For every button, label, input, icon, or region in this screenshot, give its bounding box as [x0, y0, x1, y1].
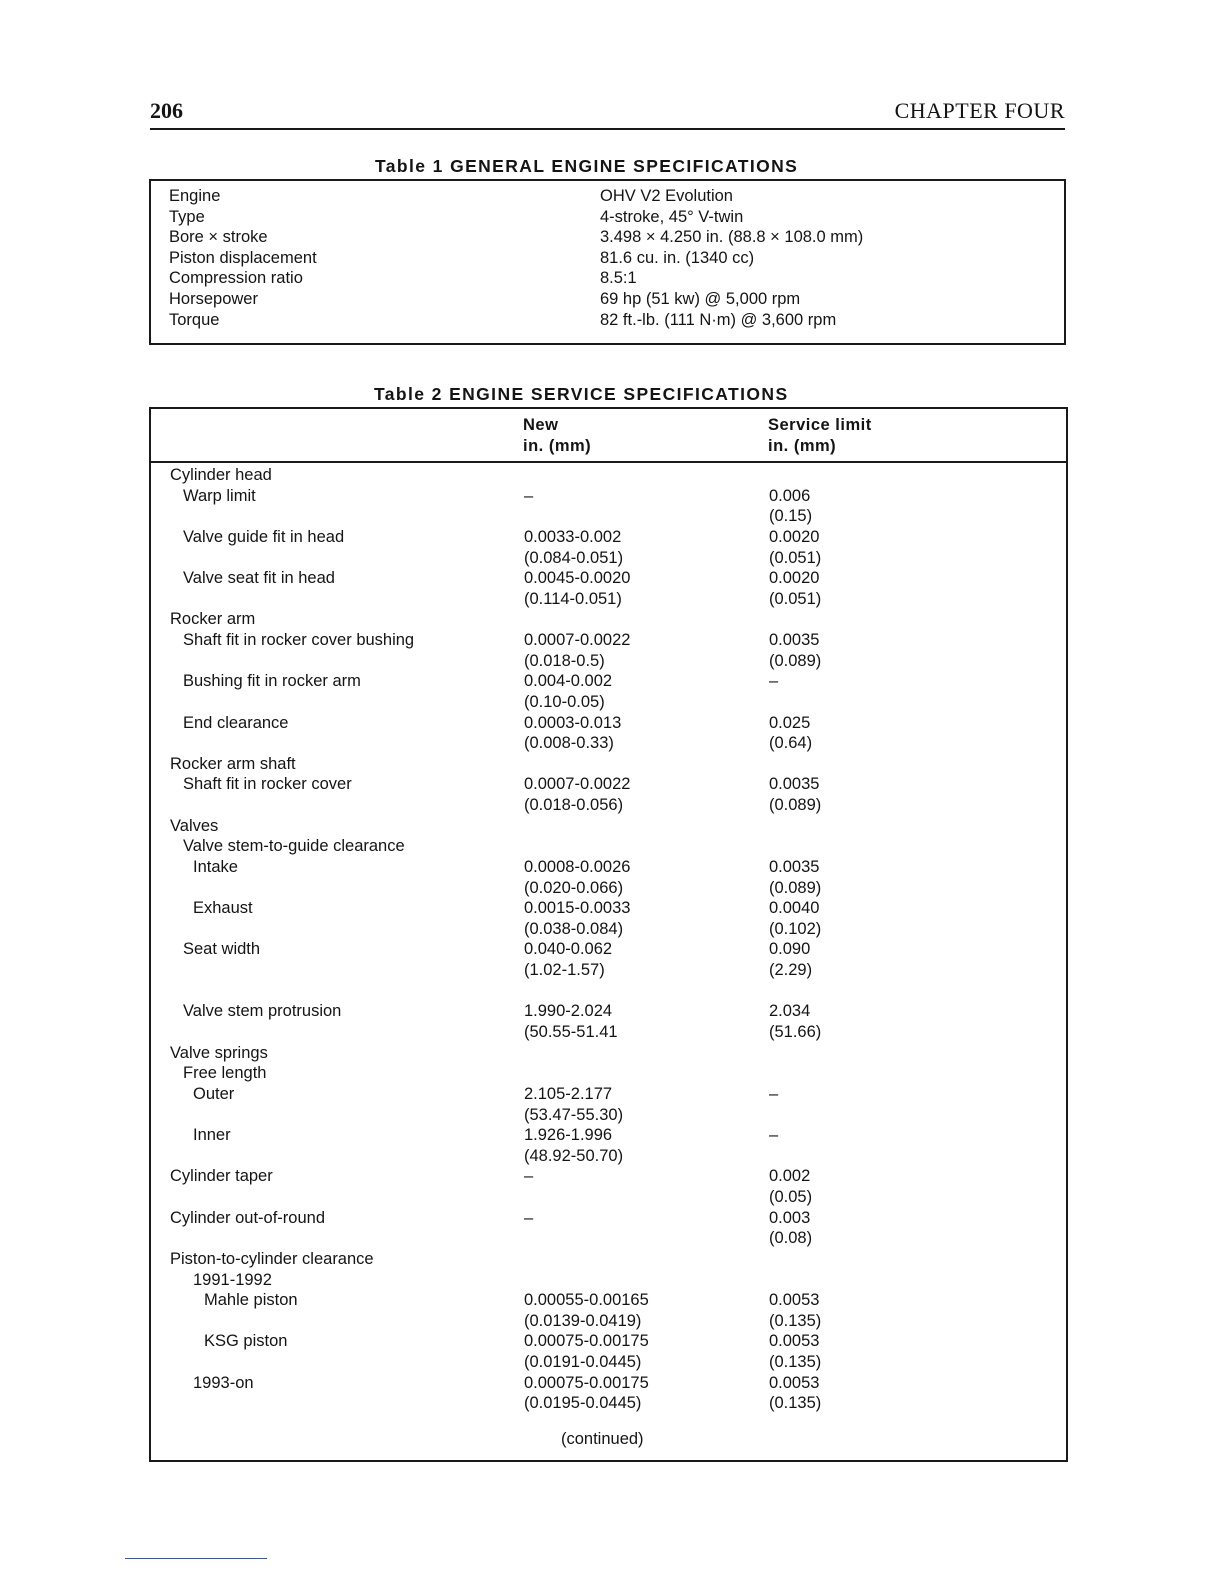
service-limit-value: 0.0040: [769, 899, 820, 918]
row-label: Intake: [193, 857, 238, 876]
spec-value: OHV V2 Evolution: [600, 187, 733, 205]
new-value: –: [524, 1167, 534, 1186]
row-label: Valve guide fit in head: [183, 527, 345, 546]
new-value: 2.105-2.177: [524, 1084, 613, 1103]
row-label: Valve stem-to-guide clearance: [183, 837, 405, 856]
row-label: Exhaust: [193, 899, 253, 918]
service-limit-value: (0.051): [769, 548, 822, 567]
service-limit-value: 0.025: [769, 713, 811, 732]
new-value: (0.0195-0.0445): [524, 1394, 642, 1413]
service-limit-value: –: [769, 1084, 779, 1103]
column-header-new: [523, 415, 591, 457]
row-label: KSG piston: [204, 1332, 288, 1351]
new-value: (0.018-0.5): [524, 651, 605, 670]
spec-label: Type: [169, 207, 205, 226]
column-header-limit-line1: Service limit: [768, 416, 872, 434]
row-label: Rocker arm shaft: [170, 754, 296, 773]
service-limit-value: (0.05): [769, 1188, 813, 1207]
footer-link-underline: [125, 1558, 267, 1559]
service-limit-value: –: [769, 1126, 779, 1145]
service-limit-value: (51.66): [769, 1023, 822, 1041]
new-value: (48.92-50.70): [524, 1146, 624, 1165]
new-value: –: [524, 1208, 534, 1227]
service-limit-value: 0.003: [769, 1208, 811, 1227]
new-value: 0.0033-0.002: [524, 527, 622, 546]
row-label: Inner: [193, 1126, 231, 1145]
service-limit-value: 0.002: [769, 1167, 811, 1186]
service-limit-value: 0.090: [769, 940, 811, 959]
service-limit-value: 0.0053: [769, 1291, 820, 1310]
service-limit-value: 0.0053: [769, 1373, 820, 1392]
row-label: Warp limit: [183, 486, 256, 505]
new-value: 1.926-1.996: [524, 1126, 613, 1145]
new-value: 0.00075-0.00175: [524, 1373, 649, 1392]
new-value: (0.0139-0.0419): [524, 1311, 642, 1330]
row-label: Valve springs: [170, 1043, 268, 1062]
new-value: (0.008-0.33): [524, 734, 614, 753]
service-limit-value: (0.051): [769, 589, 822, 608]
new-value: (0.10-0.05): [524, 692, 605, 711]
spec-value: 81.6 cu. in. (1340 cc): [600, 248, 755, 267]
new-value: 0.0008-0.0026: [524, 857, 631, 876]
new-value: 0.0045-0.0020: [524, 569, 631, 588]
service-limit-value: (0.64): [769, 734, 813, 753]
service-limit-value: (0.089): [769, 878, 822, 897]
spec-value: 3.498 × 4.250 in. (88.8 × 108.0 mm): [600, 228, 864, 247]
service-limit-value: 0.0020: [769, 527, 820, 546]
new-value: 0.0007-0.0022: [524, 631, 631, 650]
spec-value: 4-stroke, 45° V-twin: [600, 207, 744, 226]
service-limit-value: (0.135): [769, 1311, 822, 1330]
spec-label: Bore × stroke: [169, 228, 268, 247]
new-value: 0.0003-0.013: [524, 713, 622, 732]
column-header-new-line2: in. (mm): [523, 437, 592, 455]
new-value: (0.084-0.051): [524, 548, 624, 567]
row-label: Cylinder head: [170, 466, 272, 484]
table2-caption: Table 2 ENGINE SERVICE SPECIFICATIONS: [374, 384, 789, 404]
row-label: Bushing fit in rocker arm: [183, 672, 361, 691]
service-limit-value: (0.102): [769, 919, 822, 938]
spec-value: 8.5:1: [600, 269, 637, 288]
row-label: Shaft fit in rocker cover bushing: [183, 631, 415, 650]
row-label: Rocker arm: [170, 610, 256, 629]
table2-continued-note: (continued): [561, 1430, 644, 1448]
column-header-service-limit: [768, 415, 872, 457]
spec-label: Engine: [169, 187, 221, 205]
row-label: Outer: [193, 1084, 235, 1103]
chapter-title: CHAPTER FOUR: [894, 98, 1065, 123]
row-label: Shaft fit in rocker cover: [183, 775, 352, 794]
new-value: –: [524, 486, 534, 505]
spec-label: Torque: [169, 310, 220, 329]
row-label: Valve stem protrusion: [183, 1002, 342, 1021]
service-limit-value: 0.0020: [769, 569, 820, 588]
service-limit-value: (2.29): [769, 961, 813, 980]
new-value: 0.00075-0.00175: [524, 1332, 649, 1351]
row-label: Valves: [170, 816, 219, 835]
new-value: (1.02-1.57): [524, 961, 605, 980]
service-limit-value: 0.006: [769, 486, 811, 505]
page-number: 206: [150, 98, 183, 123]
service-limit-value: 0.0035: [769, 631, 820, 650]
new-value: 0.040-0.062: [524, 940, 613, 959]
row-label: Mahle piston: [204, 1291, 298, 1310]
service-limit-value: (0.135): [769, 1353, 822, 1372]
row-label: Valve seat fit in head: [183, 569, 335, 588]
service-limit-value: (0.15): [769, 507, 813, 526]
new-value: (0.020-0.066): [524, 878, 624, 897]
spec-label: Compression ratio: [169, 269, 303, 288]
service-limit-value: (0.089): [769, 796, 822, 815]
service-limit-value: 0.0035: [769, 775, 820, 794]
table1-caption: Table 1 GENERAL ENGINE SPECIFICATIONS: [375, 156, 799, 176]
new-value: 0.0015-0.0033: [524, 899, 631, 918]
new-value: (53.47-55.30): [524, 1105, 624, 1124]
new-value: (0.038-0.084): [524, 919, 624, 938]
new-value: (50.55-51.41: [524, 1023, 618, 1041]
spec-value: 82 ft.-lb. (111 N·m) @ 3,600 rpm: [600, 310, 837, 329]
row-label: Free length: [183, 1064, 267, 1083]
table2-header-divider: [151, 461, 1066, 463]
column-header-limit-line2: in. (mm): [768, 437, 837, 455]
service-limit-value: 0.0035: [769, 857, 820, 876]
column-header-new-line1: New: [523, 416, 559, 434]
row-label: 1993-on: [193, 1373, 254, 1392]
new-value: (0.018-0.056): [524, 796, 624, 815]
service-limit-value: 2.034: [769, 1002, 811, 1021]
row-label: Piston-to-cylinder clearance: [170, 1249, 374, 1268]
row-label: Cylinder out-of-round: [170, 1208, 325, 1227]
new-value: 0.004-0.002: [524, 672, 613, 691]
new-value: (0.114-0.051): [524, 589, 622, 608]
row-label: 1991-1992: [193, 1270, 272, 1289]
new-value: 0.0007-0.0022: [524, 775, 631, 794]
spec-value: 69 hp (51 kw) @ 5,000 rpm: [600, 290, 801, 308]
new-value: 1.990-2.024: [524, 1002, 613, 1021]
page-header: [150, 96, 1065, 130]
service-limit-value: –: [769, 672, 779, 691]
row-label: End clearance: [183, 713, 289, 732]
new-value: (0.0191-0.0445): [524, 1353, 642, 1372]
service-limit-value: (0.135): [769, 1394, 822, 1413]
row-label: Cylinder taper: [170, 1167, 273, 1186]
row-label: Seat width: [183, 940, 261, 959]
service-limit-value: 0.0053: [769, 1332, 820, 1351]
spec-label: Horsepower: [169, 290, 258, 308]
new-value: 0.00055-0.00165: [524, 1291, 649, 1310]
service-limit-value: (0.089): [769, 651, 822, 670]
spec-label: Piston displacement: [169, 248, 317, 267]
service-limit-value: (0.08): [769, 1229, 813, 1248]
